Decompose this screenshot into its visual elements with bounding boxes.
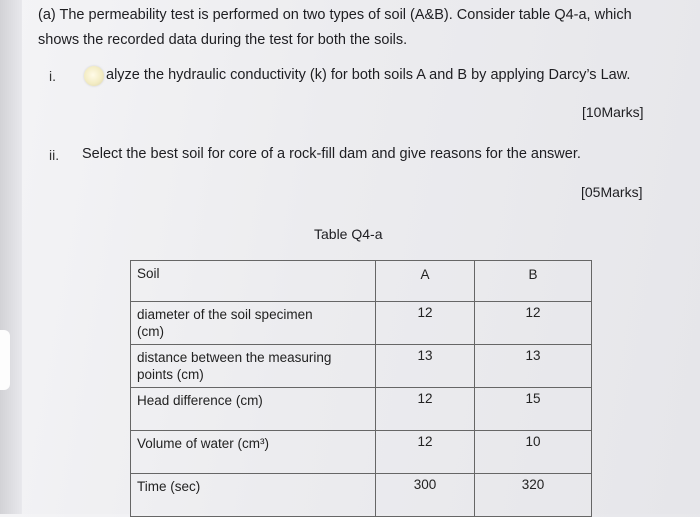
table-row	[131, 302, 592, 345]
value-a: 12	[376, 388, 475, 431]
header-a: A	[376, 261, 475, 302]
value-b: 10	[475, 431, 592, 474]
header-soil: Soil	[131, 261, 376, 302]
cursor-highlight-icon	[84, 66, 104, 86]
page-left-highlight	[0, 330, 10, 390]
part-ii-marks: [05Marks]	[581, 184, 643, 200]
table-row	[131, 388, 592, 431]
row-label-line1: distance between the measuring	[137, 350, 332, 365]
value-b: 13	[475, 345, 592, 388]
row-label	[131, 302, 376, 345]
value-a: 12	[376, 431, 475, 474]
part-ii-text: Select the best soil for core of a rock-fill dam and give reasons for the answer.	[82, 146, 581, 162]
table-caption: Table Q4-a	[314, 226, 383, 242]
part-i-number: i.	[49, 68, 56, 84]
question-line-1: (a) The permeability test is performed on two types of soil (A&B). Consider table Q4-a, which	[38, 7, 632, 23]
part-i-marks: [10Marks]	[582, 104, 644, 120]
row-label-line2: points (cm)	[137, 367, 204, 382]
table-row	[131, 345, 592, 388]
table-row	[131, 474, 592, 517]
row-label	[131, 345, 376, 388]
row-label: Time (sec)	[131, 474, 376, 517]
value-b: 12	[475, 302, 592, 345]
row-label: Volume of water (cm³)	[131, 431, 376, 474]
value-b: 320	[475, 474, 592, 517]
row-label: Head difference (cm)	[131, 388, 376, 431]
value-a: 12	[376, 302, 475, 345]
table-header-row	[131, 261, 592, 302]
question-line-2: shows the recorded data during the test for both the soils.	[38, 32, 408, 48]
table-row	[131, 431, 592, 474]
row-label-line1: diameter of the soil specimen	[137, 307, 313, 322]
row-label-line2: (cm)	[137, 324, 164, 339]
part-i-text: alyze the hydraulic conductivity (k) for both soils A and B by applying Darcy’s Law.	[106, 67, 631, 83]
page-left-edge	[0, 0, 22, 514]
part-ii-number: ii.	[49, 147, 60, 163]
value-a: 300	[376, 474, 475, 517]
value-b: 15	[475, 388, 592, 431]
value-a: 13	[376, 345, 475, 388]
header-b: B	[475, 261, 592, 302]
soil-data-table	[130, 260, 592, 517]
